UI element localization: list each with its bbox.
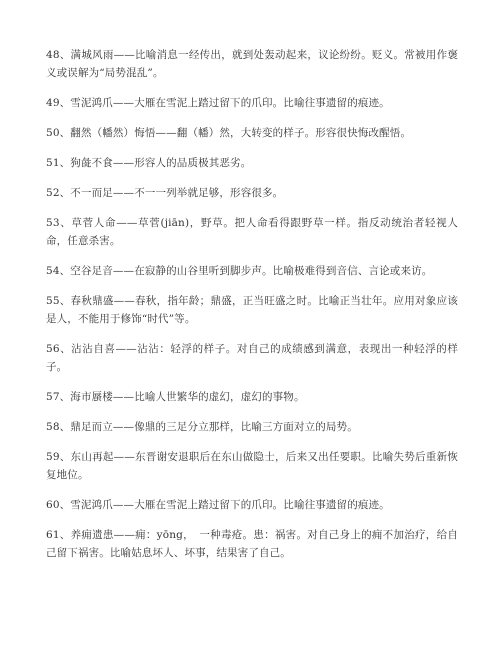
idiom-entry-59: 59、东山再起——东晋谢安退职后在东山做隐士，后来又出任要职。比喻失势后重新恢复地位。	[46, 451, 458, 481]
idiom-entry-57: 57、海市蜃楼——比喻人世繁华的虚幻，虚幻的事物。	[46, 391, 305, 403]
idiom-list	[46, 46, 458, 574]
idiom-entry-55: 55、春秋鼎盛——春秋，指年龄；鼎盛，正当旺盛之时。比喻正当壮年。应用对象应该是人，不能用于修饰“时代”等。	[46, 295, 458, 325]
idiom-entry-58: 58、鼎足而立——像鼎的三足分立那样，比喻三方面对立的局势。	[46, 421, 358, 433]
idiom-entry-49: 49、雪泥鸿爪——大雁在雪泥上踏过留下的爪印。比喻往事遗留的痕迹。	[46, 97, 390, 109]
idiom-entry-52: 52、不一而足——不一一列举就足够，形容很多。	[46, 187, 284, 199]
idiom-entry-48: 48、满城风雨——比喻消息一经传出，就到处轰动起来，议论纷纷。贬义。常被用作褒义或误解为“局势混乱”。	[46, 49, 458, 79]
idiom-entry-56: 56、沾沾自喜——沾沾：轻浮的样子。对自己的成绩感到满意，表现出一种轻浮的样子。	[46, 343, 458, 373]
idiom-entry-51: 51、狗彘不食——形容人的品质极其恶劣。	[46, 157, 252, 169]
idiom-entry-61: 61、养痈遗患——痈：yōng， 一种毒疮。患：祸害。对自己身上的痈不加治疗，给自己留下祸害。比喻姑息坏人、坏事，结果害了自己。	[46, 529, 458, 559]
idiom-entry-53: 53、草菅人命——草菅(jiān)，野草。把人命看得跟野草一样。指反动统治者轻视人命，任意杀害。	[46, 217, 458, 247]
idiom-entry-50: 50、翻然（幡然）悔悟——翻（幡）然，大转变的样子。形容很快悔改醒悟。	[46, 127, 412, 139]
idiom-entry-54: 54、空谷足音——在寂静的山谷里听到脚步声。比喻极难得到音信、言论或来访。	[46, 265, 433, 277]
idiom-entry-60: 60、雪泥鸿爪——大雁在雪泥上踏过留下的爪印。比喻往事遗留的痕迹。	[46, 499, 390, 511]
